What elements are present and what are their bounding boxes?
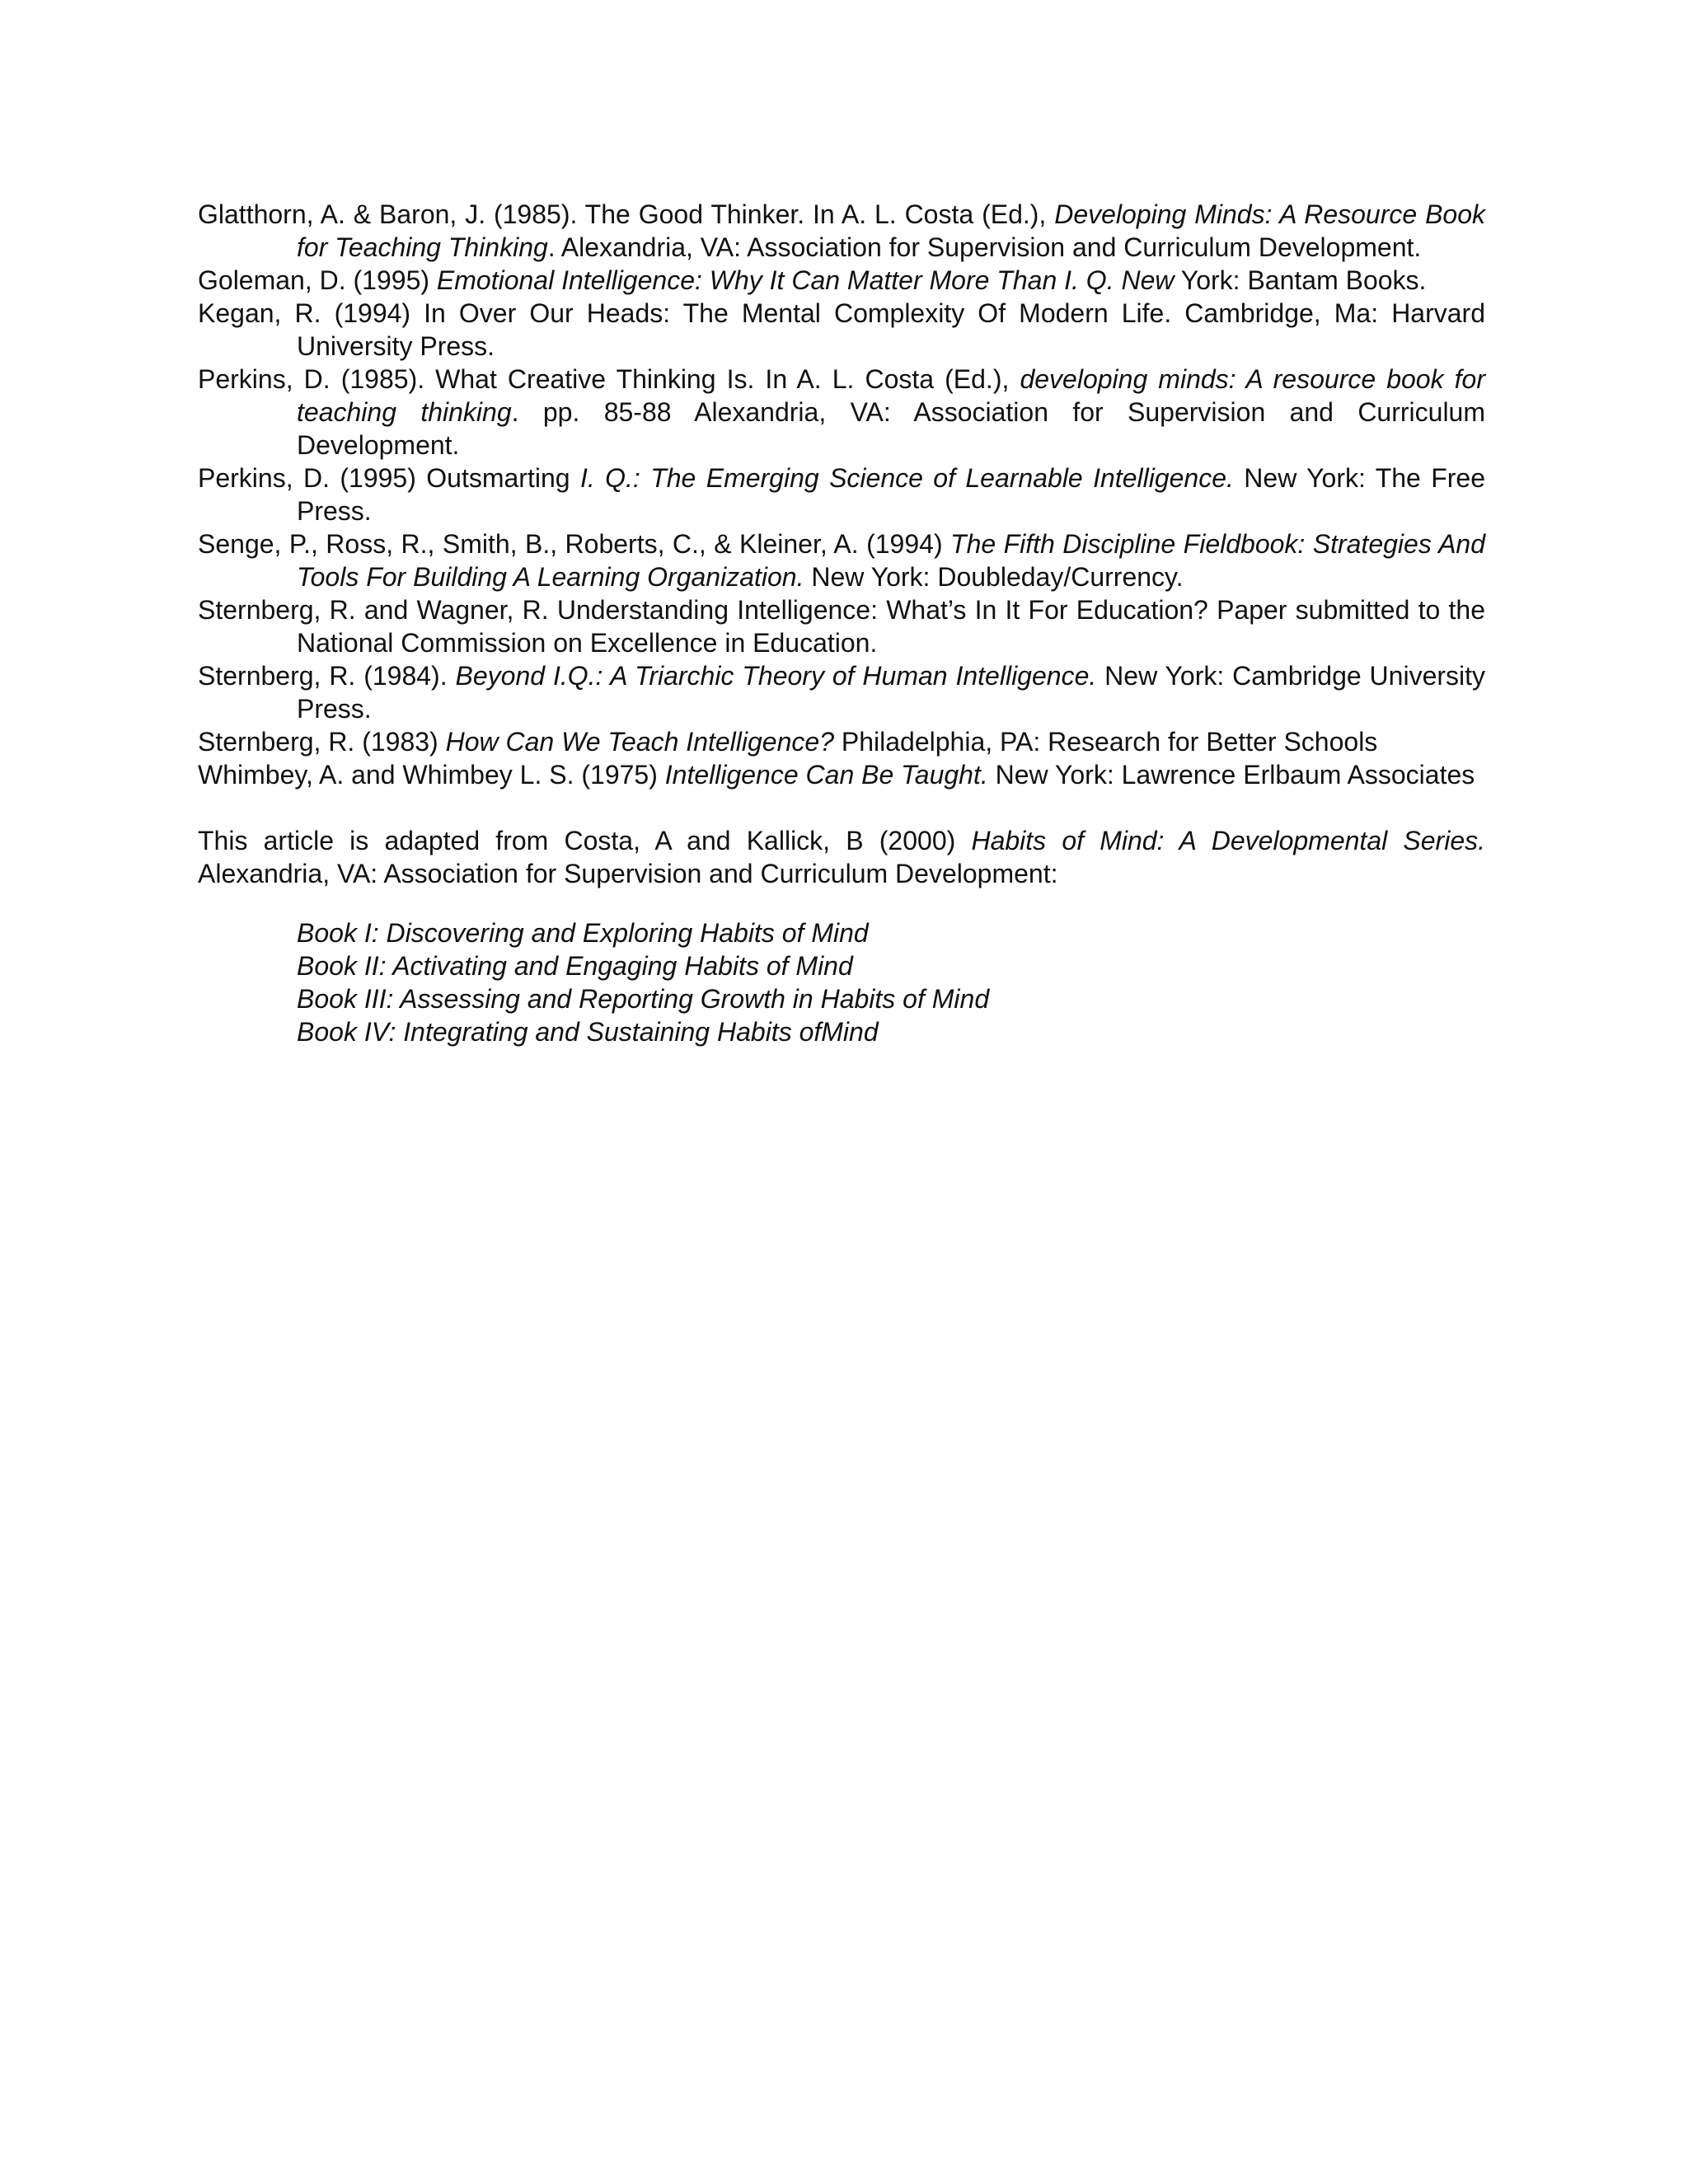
note-text: This article is adapted from Costa, A and Kallick, B (2000) xyxy=(198,826,972,855)
reference-title: Beyond I.Q.: A Triarchic Theory of Human Intelligence. xyxy=(455,661,1097,691)
reference-entry xyxy=(198,659,1485,725)
reference-entry xyxy=(198,527,1485,593)
reference-title: Intelligence Can Be Taught. xyxy=(664,760,988,790)
reference-publisher: New York: Cambridge University Press. xyxy=(297,661,1486,724)
reference-publisher: . pp. 85-88 Alexandria, VA: Association for Supervision and Curriculum Development. xyxy=(297,397,1486,460)
reference-publisher: York: Bantam Books. xyxy=(1174,265,1427,295)
reference-title: Emotional Intelligence: Why It Can Matter More Than I. Q. New xyxy=(436,265,1175,295)
reference-publisher: New York: Lawrence Erlbaum Associates xyxy=(987,760,1475,790)
reference-title: developing minds: A resource book for teaching thinking xyxy=(297,364,1486,427)
reference-text: Glatthorn, A. & Baron, J. (1985). The Good Thinker. In A. L. Costa (Ed.), xyxy=(198,199,1055,229)
reference-text: Sternberg, R. (1983) xyxy=(198,727,446,757)
reference-text: Senge, P., Ross, R., Smith, B., Roberts, C., & Kleiner, A. (1994) xyxy=(198,529,951,559)
reference-publisher: . Alexandria, VA: Association for Supervision and Curriculum Development. xyxy=(547,232,1422,262)
book-item: Book II: Activating and Engaging Habits of Mind xyxy=(297,951,853,981)
note-publisher: Alexandria, VA: Association for Supervision and Curriculum Development: xyxy=(198,859,1058,888)
note-series-title: Habits of Mind: A Developmental Series. xyxy=(971,826,1486,855)
reference-publisher: New York: Doubleday/Currency. xyxy=(804,562,1184,592)
reference-text: Sternberg, R. (1984). xyxy=(198,661,456,691)
reference-text: Perkins, D. (1995) Outsmarting xyxy=(198,463,580,493)
reference-entry xyxy=(198,725,1485,758)
reference-list xyxy=(198,198,1485,791)
reference-publisher: Philadelphia, PA: Research for Better Schools xyxy=(833,727,1378,757)
reference-text: Sternberg, R. and Wagner, R. Understanding Intelligence: What’s In It For Education? Paper submitted to the National Commission on Excellence in Education. xyxy=(198,595,1485,658)
reference-text: Kegan, R. (1994) In Over Our Heads: The Mental Complexity Of Modern Life. Cambridge, Ma: Harvard University Press. xyxy=(198,298,1485,361)
reference-entry xyxy=(198,264,1485,297)
reference-title: Developing Minds: A Resource Book for Teaching Thinking xyxy=(297,199,1486,262)
book-item: Book III: Assessing and Reporting Growth in Habits of Mind xyxy=(297,984,990,1014)
reference-entry xyxy=(198,462,1485,527)
reference-title: I. Q.: The Emerging Science of Learnable Intelligence. xyxy=(579,463,1234,493)
reference-entry xyxy=(198,198,1485,264)
adaptation-note xyxy=(198,824,1485,890)
reference-title: The Fifth Discipline Fieldbook: Strategies And Tools For Building A Learning Organization. xyxy=(297,529,1486,592)
reference-entry xyxy=(198,297,1485,363)
reference-publisher: New York: The Free Press. xyxy=(297,463,1486,526)
reference-title: How Can We Teach Intelligence? xyxy=(445,727,834,757)
reference-entry xyxy=(198,363,1485,462)
reference-entry xyxy=(198,593,1485,659)
book-list xyxy=(198,916,1485,1048)
reference-text: Whimbey, A. and Whimbey L. S. (1975) xyxy=(198,760,665,790)
book-item: Book IV: Integrating and Sustaining Habits ofMind xyxy=(297,1017,879,1047)
reference-entry xyxy=(198,758,1485,791)
book-item: Book I: Discovering and Exploring Habits of Mind xyxy=(297,918,869,948)
reference-text: Perkins, D. (1985). What Creative Thinking Is. In A. L. Costa (Ed.), xyxy=(198,364,1020,394)
reference-text: Goleman, D. (1995) xyxy=(198,265,437,295)
document-page xyxy=(198,198,1485,1048)
